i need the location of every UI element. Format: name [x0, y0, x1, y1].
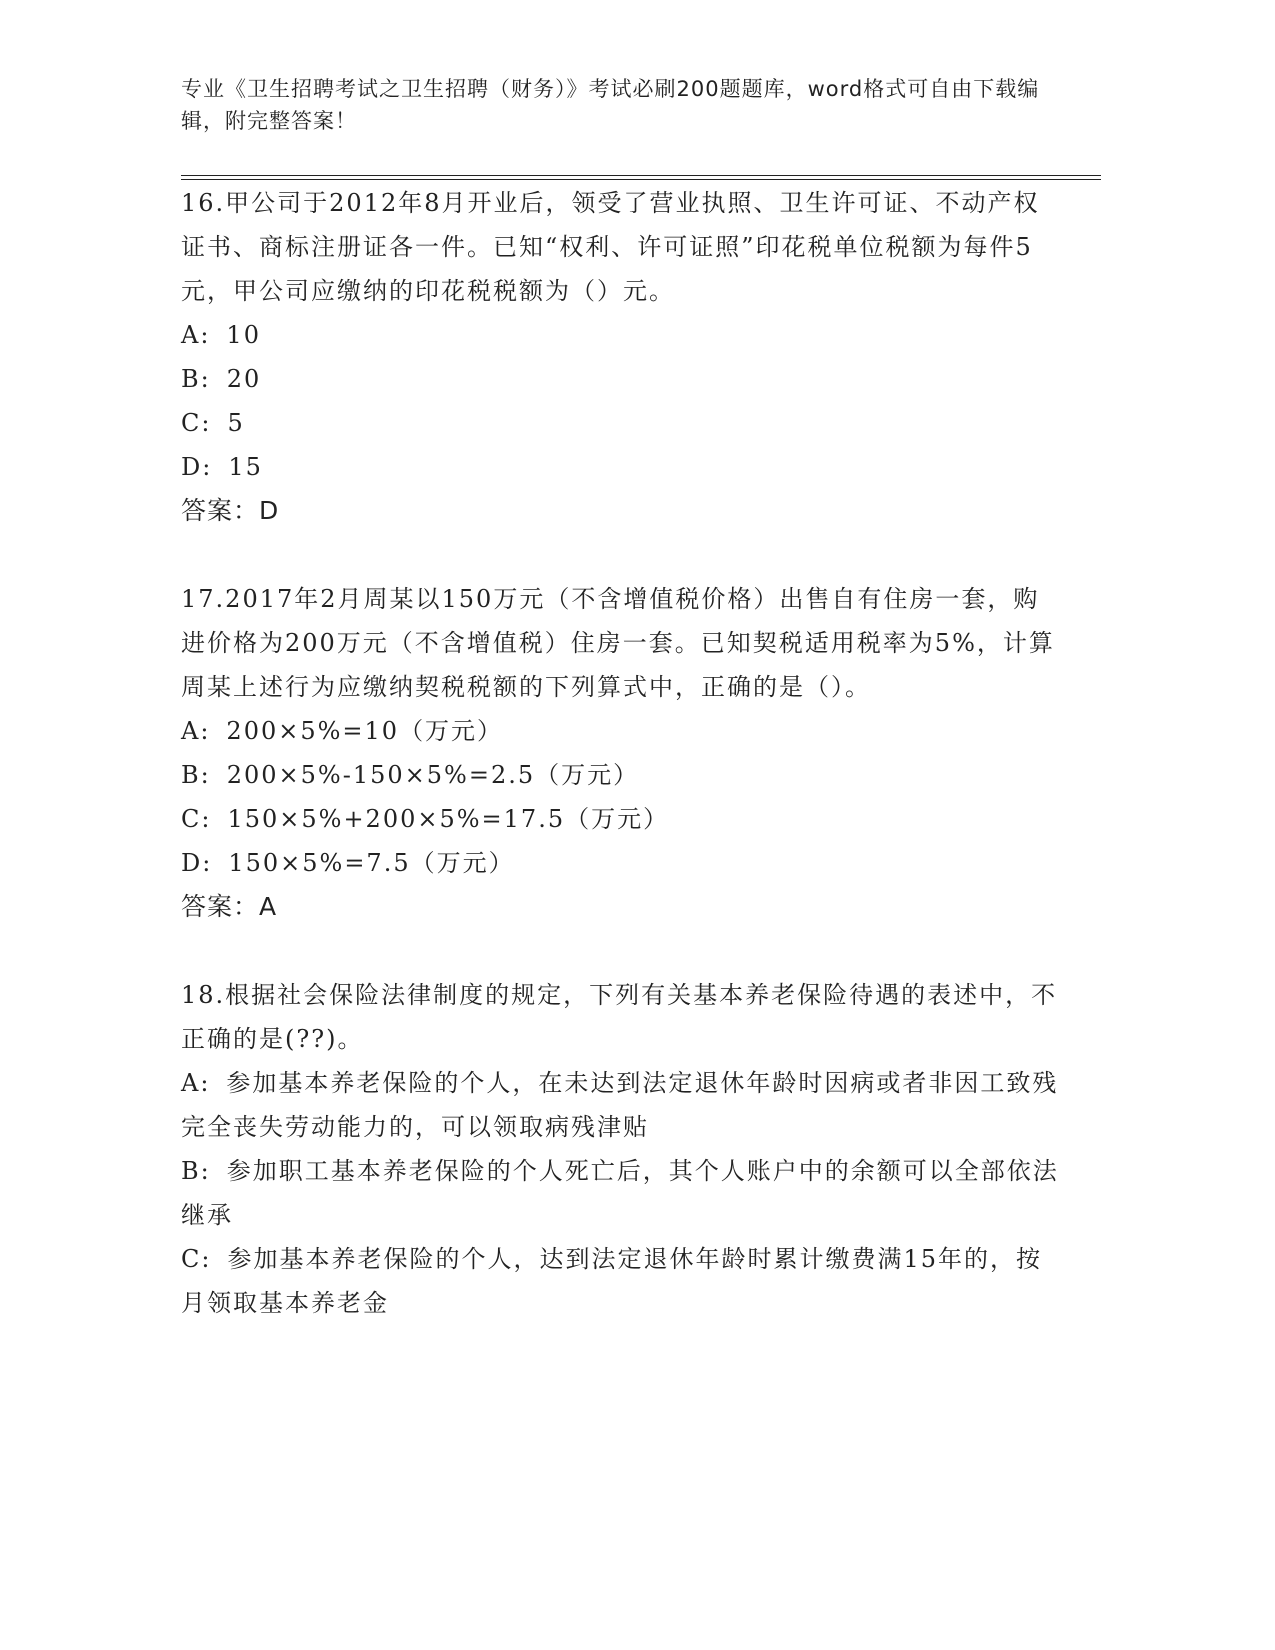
header-divider-top: [181, 175, 1101, 176]
question-list: [181, 181, 1061, 1325]
question-17: [181, 577, 1061, 929]
option-c: C: 5: [181, 409, 245, 437]
answer-label: 答案：A: [181, 892, 278, 921]
document-header: 专业《卫生招聘考试之卫生招聘（财务）》考试必刷200题题库，word格式可自由下载编辑，附完整答案！: [181, 77, 1040, 133]
question-stem: 18.根据社会保险法律制度的规定，下列有关基本养老保险待遇的表述中，不正确的是(??)。: [181, 981, 1058, 1053]
option-a: A: 10: [181, 321, 261, 349]
option-b: B: 200×5%-150×5%=2.5（万元）: [181, 761, 640, 789]
question-16: [181, 181, 1061, 533]
option-c: C: 参加基本养老保险的个人，达到法定退休年龄时累计缴费满15年的，按月领取基本养老金: [181, 1245, 1042, 1317]
option-b: B: 参加职工基本养老保险的个人死亡后，其个人账户中的余额可以全部依法继承: [181, 1157, 1059, 1229]
header-divider-bottom: [181, 179, 1101, 180]
option-d: D: 150×5%=7.5（万元）: [181, 849, 515, 877]
option-a: A: 参加基本养老保险的个人，在未达到法定退休年龄时因病或者非因工致残完全丧失劳动能力的，可以领取病残津贴: [181, 1069, 1059, 1141]
question-18: [181, 973, 1061, 1325]
question-stem: 16.甲公司于2012年8月开业后，领受了营业执照、卫生许可证、不动产权证书、商标注册证各一件。已知“权利、许可证照”印花税单位税额为每件5元，甲公司应缴纳的印花税税额为（）元。: [181, 189, 1040, 305]
answer-label: 答案：D: [181, 496, 280, 525]
question-spacer: [181, 929, 1061, 973]
option-b: B: 20: [181, 365, 262, 393]
option-a: A: 200×5%=10（万元）: [181, 717, 504, 745]
question-stem: 17.2017年2月周某以150万元（不含增值税价格）出售自有住房一套，购进价格为200万元（不含增值税）住房一套。已知契税适用税率为5%，计算周某上述行为应缴纳契税税额的下列算式中，正确的是（）。: [181, 585, 1055, 701]
option-d: D: 15: [181, 453, 263, 481]
question-spacer: [181, 533, 1061, 577]
option-c: C: 150×5%+200×5%=17.5（万元）: [181, 805, 670, 833]
